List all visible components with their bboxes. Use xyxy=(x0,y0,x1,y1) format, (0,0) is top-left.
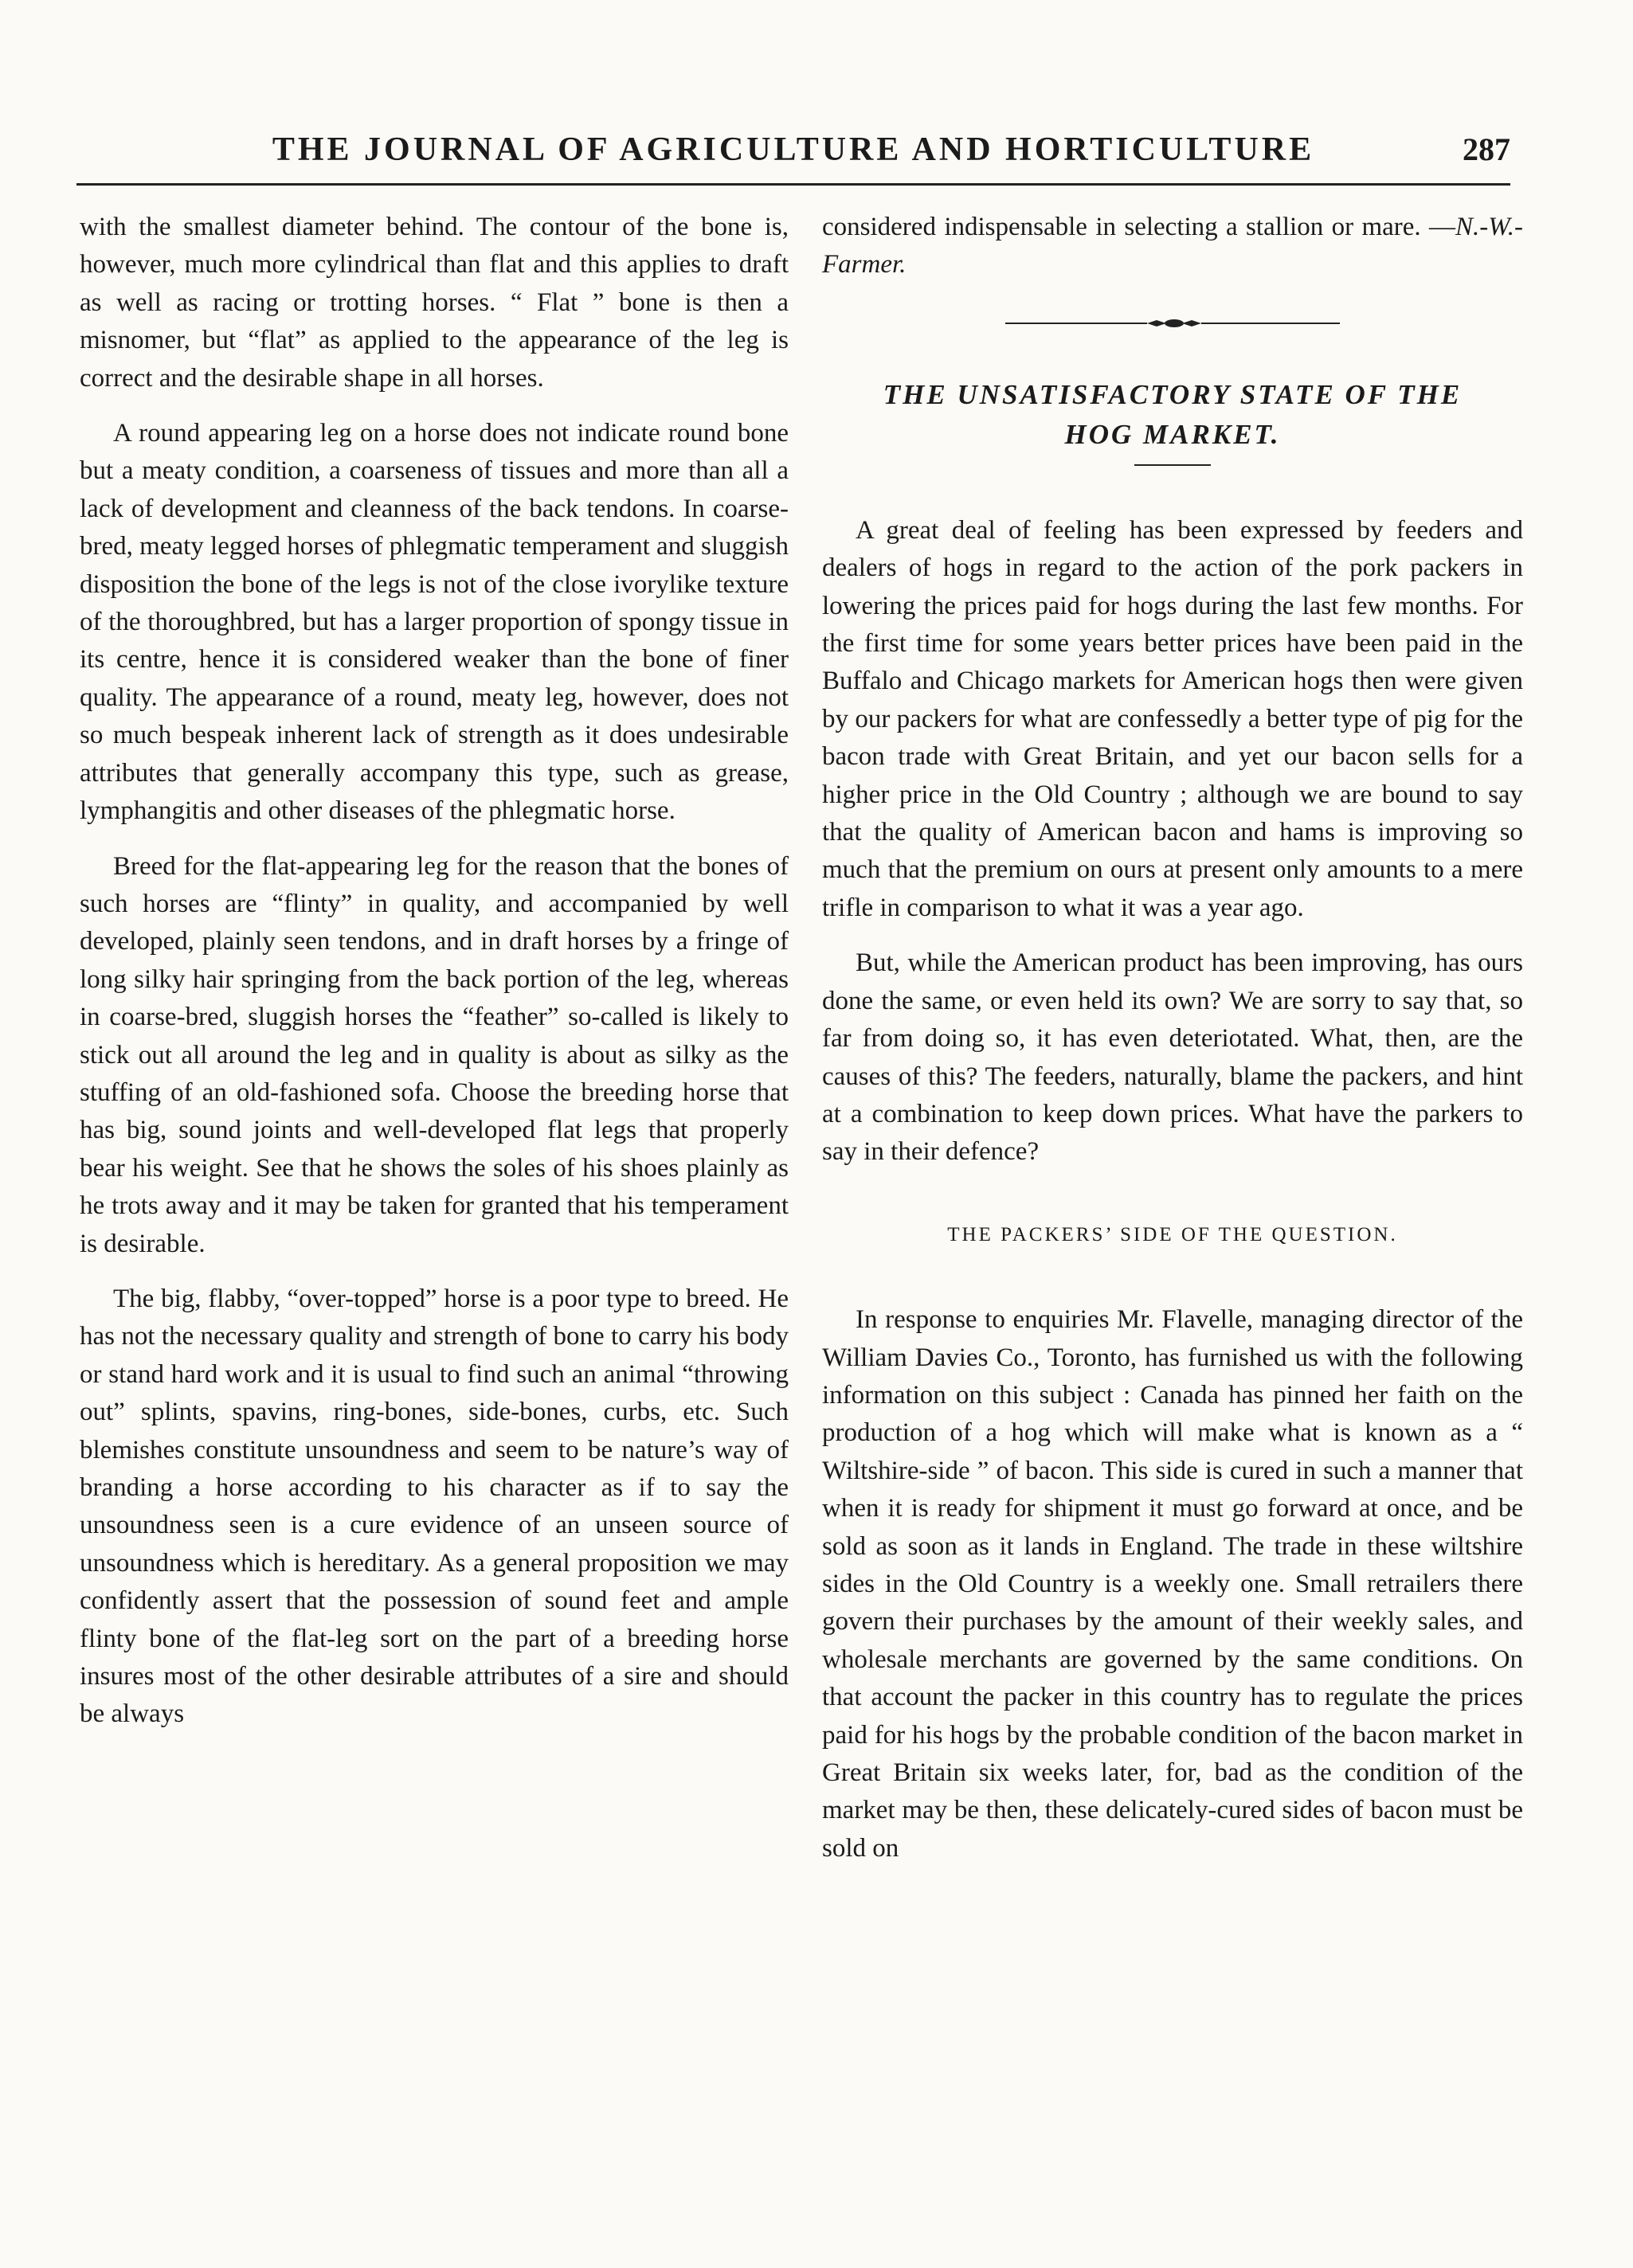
section-heading: THE PACKERS’ SIDE OF THE QUESTION. xyxy=(947,1223,1398,1245)
right-paragraph-3: In response to enquiries Mr. Flavelle, managing director of the William Davies Co., Toronto, has furnished us with the following information on this subject : Canada has pinned her faith on the production of a hog which will make what is known as a “ Wiltshire-side ” of bacon. This side is cured in such a manner that when it is ready for shipment it must go forward at once, and be sold as soon as it lands in England. The trade in these wiltshire sides in the Old Country is a weekly one. Small retrailers there govern their purchases by the amount of their weekly sales, and wholesale merchants are governed by the same conditions. On that account the packer in this country has to regulate the prices paid for his hogs by the probable condition of the bacon market in Great Britain six weeks later, for, bad as the condition of the market may be then, these delicately-cured sides of bacon must be sold on xyxy=(822,1305,1523,1863)
article-title-line-1: THE UNSATISFACTORY STATE OF THE xyxy=(883,378,1463,410)
right-column xyxy=(822,209,1523,2223)
left-paragraph-2: A round appearing leg on a horse does not indicate round bone but a meaty condition, a coarseness of tissues and more than all a lack of development and cleanness of the back tendons. In coarse-bred, meaty legged horses of phlegmatic temperament and sluggish disposition the bone of the legs is not of the close ivorylike texture of the thoroughbred, but has a larger proportion of spongy tissue in its centre, hence it is considered weaker than the bone of finer quality. The appearance of a round, meaty leg, however, does not so much bespeak inherent lack of strength as it does undesirable attributes that generally accompany this type, such as grease, lymphangitis and other diseases of the phlegmatic horse. xyxy=(80,419,789,826)
left-column xyxy=(80,209,789,2223)
left-paragraph-4: The big, flabby, “over-topped” horse is a poor type to breed. He has not the necessary quality and strength of bone to carry his body or stand hard work and it is usual to find such an animal “throwing out” splints, spavins, ring-bones, side-bones, curbs, etc. Such blemishes constitute unsoundness and seem to be nature’s way of branding a horse according to his character as if to say the unsoundness seen is a cure evidence of an unseen source of unsoundness which is hereditary. As a general proposition we may confidently assert that the possession of sound feet and ample flinty bone of the flat-leg sort on the part of a breeding horse insures most of the other desirable attributes of a sire and should be always xyxy=(80,1284,789,1729)
title-rule xyxy=(1134,464,1211,466)
right-paragraph-1: A great deal of feeling has been expressed by feeders and dealers of hogs in regard to the action of the pork packers in lowering the prices paid for hogs during the last few months. For the first time for some years better prices have been paid in the Buffalo and Chicago markets for American hogs then were given by our packers for what are confessedly a better type of pig for the bacon trade with Great Britain, and yet our bacon sells for a higher price in the Old Country ; although we are bound to say that the quality of American bacon and hams is improving so much that the premium on ours at present only amounts to a mere trifle in comparison to what it was a year ago. xyxy=(822,515,1523,922)
page-number: 287 xyxy=(1463,131,1510,167)
left-paragraph-1: with the smallest diameter behind. The contour of the bone is, however, much more cylindrical than flat and this applies to draft as well as racing or trotting horses. “ Flat ” bone is then a misnomer, but “flat” as applied to the appearance of the leg is correct and the desirable shape in all horses. xyxy=(80,213,789,393)
journal-title: THE JOURNAL OF AGRICULTURE AND HORTICULTURE xyxy=(272,131,1315,168)
right-paragraph-2: But, while the American product has been improving, has ours done the same, or even held its own? We are sorry to say that, so far from doing so, it has even deteriotated. What, then, are the causes of this? The feeders, naturally, blame the packers, and hint at a combination to keep down prices. What have the parkers to say in their defence? xyxy=(822,948,1523,1167)
left-paragraph-3: Breed for the flat-appearing leg for the reason that the bones of such horses are “flinty” in quality, and accompanied by well developed, plainly seen tendons, and in draft horses by a fringe of long silky hair springing from the back portion of the leg, whereas in coarse-bred, sluggish horses the “feather” so-called is likely to stick out all around the leg and in quality is about as silky as the stuffing of an old-fashioned sofa. Choose the breeding horse that has big, sound joints and well-developed flat legs that properly bear his weight. See that he shows the soles of his shoes plainly as he trots away and it may be taken for granted that his temperament is desirable. xyxy=(80,851,789,1258)
continuation-paragraph xyxy=(822,209,1523,284)
section-ornament xyxy=(822,289,1523,358)
running-header xyxy=(76,127,1510,185)
header-rule xyxy=(76,183,1510,186)
source-credit: N.-W.-Farmer. xyxy=(822,213,1523,280)
ornament-divider-icon xyxy=(1005,315,1340,331)
article-title-line-2: HOG MARKET. xyxy=(1064,418,1281,450)
article-title xyxy=(822,375,1523,455)
continuation-text: considered indispensable in selecting a stallion or mare. — xyxy=(822,213,1456,241)
